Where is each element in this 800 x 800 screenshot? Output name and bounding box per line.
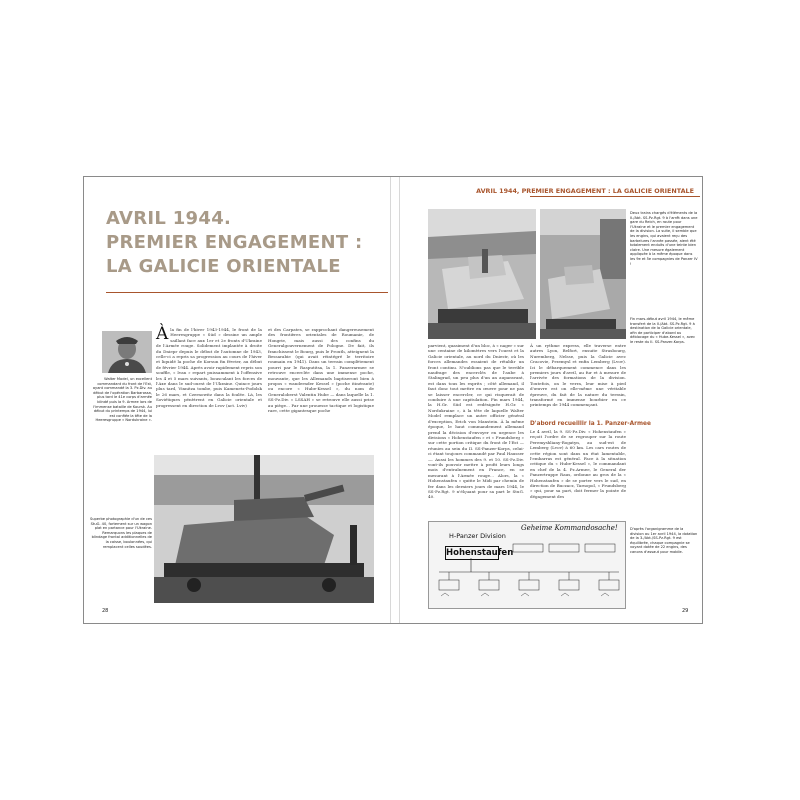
gutter: [390, 177, 400, 623]
title-line-2: PREMIER ENGAGEMENT :: [106, 232, 363, 253]
portrait-photo: [102, 331, 152, 373]
portrait-caption: Walter Model, un excellent commandant du front de l'Est, ayant commandé la 3. Pz.Div. au début de l'opération Barbarossa, plus tard le 41e corps d'armée blindé puis la 9. Armee lors de l'immense bataille de Koursk. Au début du printemps de 1944, lui est confiée la tête de la Heeresgruppe « Nordukraine ».: [92, 377, 152, 423]
left-column-1-text: la fin de l'hiver 1943-1944, le front de la Heeresgruppe « Süd » dessine un ample saillant face aux 1er et 2e fronts d'Ukraine de l'Armée rouge. Solidement implantée à droite du Dniepr depuis le début de l'automne de 1943, celle-ci a repris sa progression au cours de l'hiver et liquidé la poche de Korsun fin février, au début de février 1944. Après avoir rapidement repris son souffle, « Ivan » repart puissamment à l'offensive les 4 et 5 mars suivants, bousculant les forces de l'Axe dans le sud-ouest de l'Ukraine. Quince jours plus tard, Vinnitza tombe, puis Kamenetz-Podolsk le 26 mars, et Czernowitz dans la foulée. Là, les Soviétiques pénètrent en Galicie orientale et progressent en direction de Lvov (act. Lviv): [156, 327, 262, 408]
left-column-1: [156, 324, 262, 453]
caption-bottom: D'après l'organigramme de la division au 1er avril 1944, la dotation de la 3./Abt./SS-Pz.Rgt. 9 est équilibrée, chaque compagnie se voyant dotée de 22 engins, des canons d'assaut pour mobile.: [630, 527, 698, 554]
org-chart-diagram: [428, 521, 626, 609]
tank-photo-caption: Superbe photographie d'un de ces StuG. 40, fortement sur un wagon plat en partance pour l'Ukraine. Remarquons les plaques de blindage frontal additionnelles de la caisse, boulonnées, qui remplacent celles soudées.: [89, 517, 152, 549]
train-photo-2: [540, 209, 626, 339]
title-line-3: LA GALICIE ORIENTALE: [106, 256, 341, 277]
right-page: [400, 177, 702, 623]
diagram-header: Geheime Kommandosache!: [521, 524, 618, 532]
right-column-2b: Le 4 avril, la 9. SS-Pz.Div. « Hohenstaufen » reçoit l'ordre de se regrouper sur la route Peremyshliany-Rogatyn, au sud-est de Lemberg (Lvov) à 60 km. Les cars routes de cette région sont dans un état lamentable, l'embarras est général. Face à la situation critique du « Hube-Kessel », le commandant en chef de la 4. Pz.Armee, le General der Panzertruppe Raus, ordonne au gros de la « Hohenstaufen » de se porter vers le sud, en direction de Buczacz, Tarnopol, « Frundsberg » qui, pour sa part, doit fermer la pointe de dégagement des: [530, 429, 626, 499]
tank-photo: [154, 455, 374, 603]
chapter-title: [106, 207, 376, 279]
caption-top: Deux trains chargés d'éléments de la II./Abt. SS-Pz.Rgt. 9 à l'arrêt dans une gare du Reich, en route pour l'Ukraine et le premier engagement de la division. La suite, il semble que les engins, qui avaient reçu des barbelures l'année passée, aient été totalement enduits d'une teinte bien claire. Une mesure également appliquée à la même époque dans les 9e et 5e compagnies de Panzer IV !: [630, 211, 698, 266]
left-page: [84, 177, 390, 623]
train-photo-1: [428, 209, 536, 339]
drop-cap: À: [156, 324, 169, 344]
caption-mid: Fin mars-début avril 1944, le même transfert de la II./Abt. SS-Pz.Rgt. 9 à destination de la Galicie orientale, afin de participer d'abord au déblocage du « Hube-Kessel », avec le reste du II. SS-Panzer-Korps.: [630, 317, 696, 344]
diagram-lines: [429, 522, 625, 608]
left-column-2: et des Carpates, se rapprochant dangereusement des frontières orientales de Roumanie, de Hongrie, mais aussi des confins du Generalgouvernement de Pologne. De fait, ils franchissent le Bourg, puis le Prouth, atteignent la Bessarabie (qui avait réintégré le territoire roumain en 1941). Dans un terrain complètement pourri par le Rasputitsa, la 1. Panzerarmee se retrouve encerclée dans une immense poche, mouvante, que les Allemands baptiseront bien à propos « wandernder Kessel » (poche itinérante) ou encore « Hube-Kessel », du nom de Generaloberst Valentin Hube — dans laquelle la 1. SS-Pz.Div. « LSSAH » se retrouve elle aussi prise au piège... Par une prouesse tactique et logistique rare, cette gigantesque poche: [268, 327, 374, 414]
diagram-division: H-Panzer Division: [449, 532, 506, 540]
running-head: AVRIL 1944, PREMIER ENGAGEMENT : LA GALICIE ORIENTALE: [476, 187, 694, 195]
running-head-rule: [530, 196, 700, 197]
page-number-right: 29: [682, 608, 689, 614]
page-number-left: 28: [102, 608, 109, 614]
title-rule: [106, 292, 388, 293]
magazine-spread: [83, 176, 703, 624]
right-column-2: À un rythme express, elle traverse entre autres Lyon, Belfort, ensuite Strasbourg, Nuremberg, Nelsse, puis la Galicie avec Cracovie, Przemysl et enfin Lemberg (Lvov). Ici le débarquement commence dans les premiers jours d'avril, au fur et à mesure de l'arrivée des formations de la division. Toutefois, on le verra, leur mise à pied d'œuvre est on elle-même une véritable épreuve, du fait de la nature du terrain, transformé en immense bourbier en ce printemps de 1944 commençant.: [530, 343, 626, 408]
title-line-1: AVRIL 1944.: [106, 208, 232, 229]
diagram-name-box: Hohenstaufen: [446, 548, 514, 558]
right-column-1: parvient, quasiment d'un bloc, à « nager » sur une centaine de kilomètres vers l'ouest et la Galicie orientale, au nord du Dniestr, où les forces allemandes essaient de rétablir un front continu. N'oublions pas que le terrible naufrage des encerclés de l'aube à Stalingrad, un peu plus d'un an auparavant, est dans tous les esprits ; côté allemand, il faut donc tout mettre en œuvre pour ne pas se laisser encercler, ce qui risquerait de conduire à une capitulation. Fin mars 1944, la H.Gr. Süd est redésignée H.Gr. « Nordukraine », à la tête de laquelle Walter Model remplace un autre officier général d'exception, Erich von Manstein. À la même époque, le haut commandement allemand prend la décision d'envoyer en urgence les divisions « Hohenstaufen » et « Frundsberg » sur cette portion critique du front de l'Est — réunies au sein du II. SS-Panzer-Korps, celui-ci étant toujours commandé par Paul Hausser —. Aussi les hommes des 9. et 10. SS-Pz.Div. vont-ils pouvoir mettre à profit leurs longs mois d'entraînement en France, en se mesurant à l'Armée rouge... Alors, la « Hohenstaufen » quitte le Midi par chemin de fer dans les derniers jours de mars 1944, le SS-Pz.Rgt. 9 n'élçuant pour sa part le StuG. 40.: [428, 343, 524, 500]
section-subhead: D'abord recueillir la 1. Panzer-Armee: [530, 421, 651, 427]
